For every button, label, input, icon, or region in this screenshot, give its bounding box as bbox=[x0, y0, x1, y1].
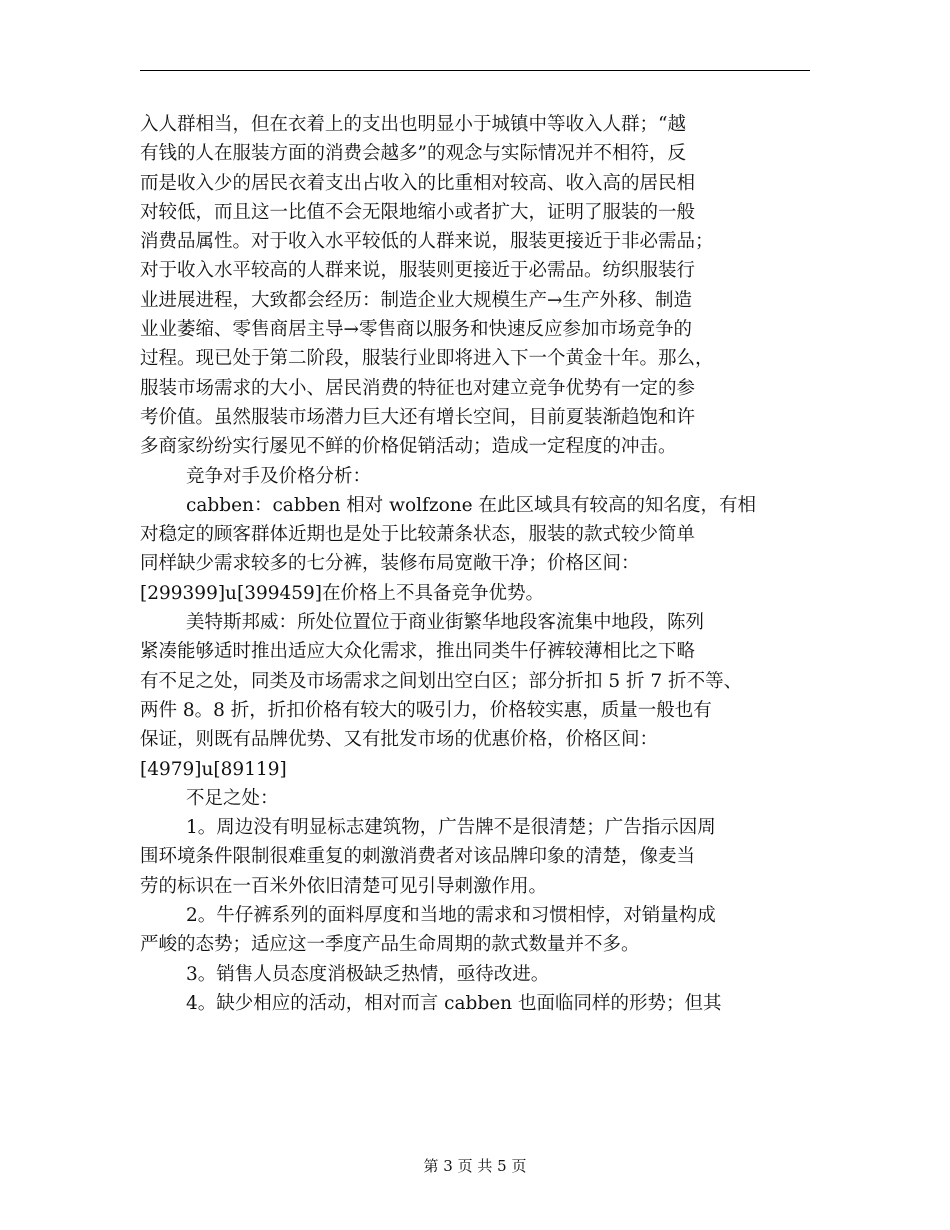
text-line: 业进展进程，大致都会经历：制造企业大规模生产→生产外移、制造 bbox=[140, 289, 693, 311]
text-line: 对较低，而且这一比值不会无限地缩小或者扩大，证明了服装的一般 bbox=[140, 201, 696, 223]
text-line: 竞争对手及价格分析： bbox=[186, 465, 372, 487]
text-line: 对稳定的顾客群体近期也是处于比较萧条状态，服装的款式较少简单 bbox=[140, 524, 696, 546]
text-line: 同样缺少需求较多的七分裤，装修布局宽敞干净；价格区间： bbox=[140, 553, 640, 575]
text-line: 围环境条件限制很难重复的刺激消费者对该品牌印象的清楚，像麦当 bbox=[140, 846, 696, 868]
text-line: 两件 8。8 折，折扣价格有较大的吸引力，价格较实惠，质量一般也有 bbox=[140, 699, 712, 721]
text-line: 过程。现已处于第二阶段，服装行业即将进入下一个黄金十年。那么， bbox=[140, 348, 714, 370]
text-line: 劳的标识在一百米外依旧清楚可见引导刺激作用。 bbox=[140, 875, 548, 897]
text-line: 对于收入水平较高的人群来说，服装则更接近于必需品。纺织服装行 bbox=[140, 260, 696, 282]
text-line: 保证，则既有品牌优势、又有批发市场的优惠价格，价格区间： bbox=[140, 729, 659, 751]
text-line: 业业萎缩、零售商居主导→零售商以服务和快速反应参加市场竞争的 bbox=[140, 319, 693, 341]
text-line: 3。销售人员态度消极缺乏热情，亟待改进。 bbox=[186, 963, 550, 985]
text-line: [4979]u[89119] bbox=[140, 758, 287, 780]
text-line: 美特斯邦威：所处位置位于商业街繁华地段客流集中地段，陈列 bbox=[186, 612, 705, 634]
page-footer: 第 3 页 共 5 页 bbox=[423, 1157, 527, 1175]
text-line: 有钱的人在服装方面的消费会越多”的观念与实际情况并不相符，反 bbox=[140, 143, 686, 165]
text-line: 4。缺少相应的活动，相对而言 cabben 也面临同样的形势；但其 bbox=[186, 992, 722, 1014]
text-line: 严峻的态势；适应这一季度产品生命周期的款式数量并不多。 bbox=[140, 934, 640, 956]
text-line: 而是收入少的居民衣着支出占收入的比重相对较高、收入高的居民相 bbox=[140, 172, 696, 194]
text-line: 入人群相当，但在衣着上的支出也明显小于城镇中等收入人群；“越 bbox=[140, 114, 686, 135]
text-line: 紧凑能够适时推出适应大众化需求，推出同类牛仔裤较薄相比之下略 bbox=[140, 641, 696, 663]
header-rule bbox=[140, 70, 810, 71]
body-text bbox=[140, 110, 820, 1018]
text-line: 服装市场需求的大小、居民消费的特征也对建立竞争优势有一定的参 bbox=[140, 377, 696, 399]
text-line: 消费品属性。对于收入水平较低的人群来说，服装更接近于非必需品； bbox=[140, 231, 714, 253]
text-line: [299399]u[399459]在价格上不具备竞争优势。 bbox=[140, 582, 545, 604]
text-line: 2。牛仔裤系列的面料厚度和当地的需求和习惯相悖，对销量构成 bbox=[186, 905, 716, 927]
text-line: 有不足之处，同类及市场需求之间划出空白区；部分折扣 5 折 7 折不等、 bbox=[140, 670, 743, 692]
text-line: 考价值。虽然服装市场潜力巨大还有增长空间，目前夏装渐趋饱和许 bbox=[140, 406, 696, 428]
text-line: cabben：cabben 相对 wolfzone 在此区域具有较高的知名度，有相 bbox=[186, 494, 757, 516]
text-line: 不足之处： bbox=[186, 787, 279, 809]
text-line: 多商家纷纷实行屡见不鲜的价格促销活动；造成一定程度的冲击。 bbox=[140, 436, 677, 458]
text-line: 1。周边没有明显标志建筑物，广告牌不是很清楚；广告指示因周 bbox=[186, 817, 716, 839]
